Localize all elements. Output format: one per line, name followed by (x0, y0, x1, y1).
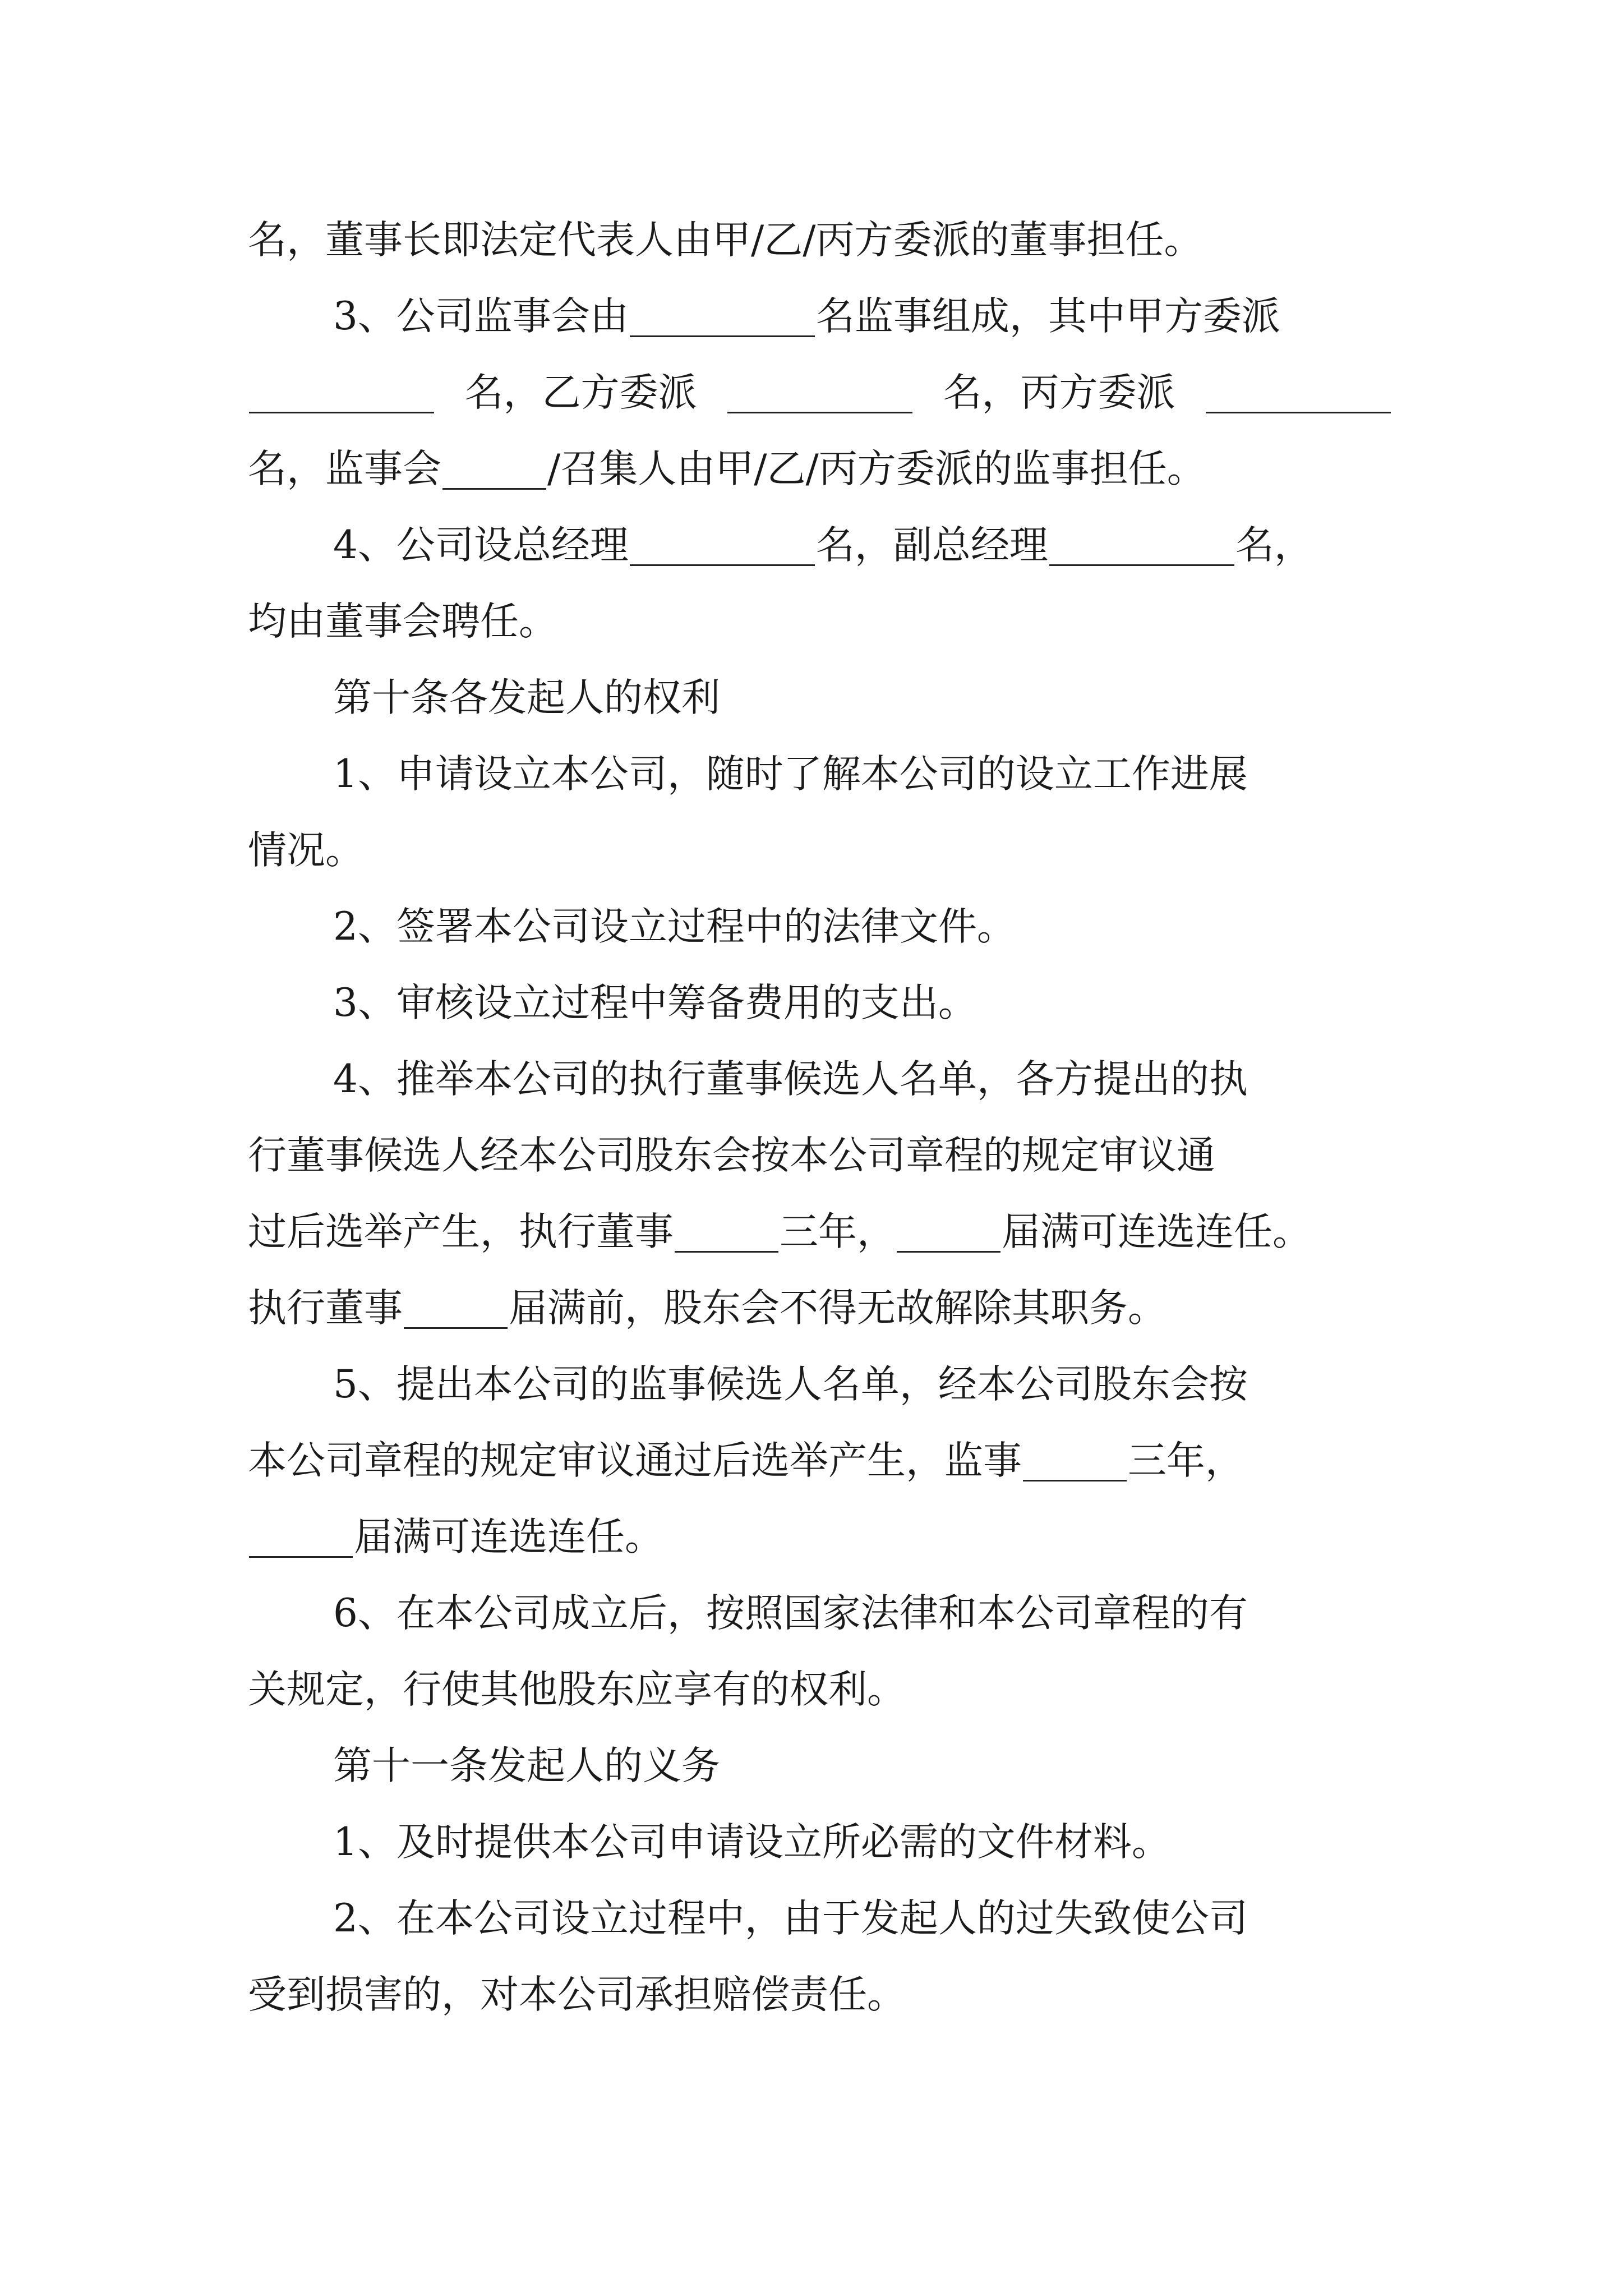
text-line (248, 1651, 1392, 1728)
text-line (248, 1575, 1392, 1651)
text-line (248, 431, 1392, 507)
text-segment: 5、提出本公司的监事候选人名单，经本公司股东会按 (333, 1362, 1248, 1407)
text-line (248, 1728, 1392, 1804)
fill-in-blank (1206, 377, 1391, 413)
fill-in-blank (727, 377, 912, 413)
fill-in-blank (630, 301, 815, 337)
text-segment: /召集人由甲/乙/丙方委派的监事担任。 (547, 447, 1206, 491)
text-line (248, 889, 1392, 965)
text-segment: 过后选举产生，执行董事 (248, 1209, 674, 1254)
document-body (248, 202, 1392, 2033)
text-line (248, 812, 1392, 889)
text-segment: 4、推举本公司的执行董事候选人名单，各方提出的执 (333, 1057, 1248, 1102)
text-line (248, 1804, 1392, 1880)
text-segment: 名， (1235, 523, 1313, 568)
text-segment: 名，董事长即法定代表人由甲/乙/丙方委派的董事担任。 (248, 218, 1203, 263)
text-segment: 受到损害的，对本公司承担赔偿责任。 (248, 1972, 906, 2017)
fill-in-blank (1023, 1445, 1127, 1481)
text-line (248, 355, 1392, 431)
text-line (248, 202, 1392, 278)
text-segment: 执行董事 (248, 1286, 403, 1331)
text-segment: 三年， (1128, 1438, 1244, 1483)
text-line (248, 1041, 1392, 1117)
text-segment: 届满前，股东会不得无故解除其职务。 (509, 1286, 1166, 1331)
text-line (248, 1499, 1392, 1575)
fill-in-blank (404, 1292, 508, 1329)
text-segment: 情况。 (248, 828, 364, 873)
text-segment: 1、申请设立本公司，随时了解本公司的设立工作进展 (333, 752, 1248, 797)
text-line (248, 1194, 1392, 1270)
text-segment: 3、审核设立过程中筹备费用的支出。 (333, 981, 977, 1025)
fill-in-blank (897, 1216, 1000, 1253)
text-segment: 第十一条发起人的义务 (333, 1743, 720, 1788)
text-line (248, 736, 1392, 812)
text-line (248, 1117, 1392, 1194)
text-line (248, 1270, 1392, 1346)
fill-in-blank (249, 1521, 353, 1558)
text-segment: 6、在本公司成立后，按照国家法律和本公司章程的有 (333, 1591, 1248, 1636)
text-line (248, 278, 1392, 355)
text-line (248, 1880, 1392, 1957)
text-segment: 2、签署本公司设立过程中的法律文件。 (333, 904, 1016, 949)
text-segment: 名监事组成，其中甲方委派 (815, 294, 1280, 339)
text-segment: 1、及时提供本公司申请设立所必需的文件材料。 (333, 1820, 1170, 1865)
fill-in-blank (442, 453, 546, 490)
text-segment: 名，副总经理 (815, 523, 1048, 568)
text-segment: 均由董事会聘任。 (248, 599, 557, 644)
text-segment: 届满可连选连任。 (354, 1515, 663, 1559)
fill-in-blank (249, 377, 434, 413)
text-segment: 本公司章程的规定审议通过后选举产生，监事 (248, 1438, 1022, 1483)
text-line (248, 1346, 1392, 1423)
text-line (248, 965, 1392, 1041)
text-segment: 名，丙方委派 (943, 370, 1175, 415)
text-segment: 行董事候选人经本公司股东会按本公司章程的规定审议通 (248, 1133, 1215, 1178)
fill-in-blank (630, 530, 815, 566)
text-segment: 4、公司设总经理 (333, 523, 629, 568)
text-segment: 第十条各发起人的权利 (333, 675, 720, 720)
text-segment: 3、公司监事会由 (333, 294, 629, 339)
text-segment: 2、在本公司设立过程中，由于发起人的过失致使公司 (333, 1896, 1248, 1941)
text-segment: 名，乙方委派 (464, 370, 697, 415)
text-line (248, 583, 1392, 660)
text-segment: 关规定，行使其他股东应享有的权利。 (248, 1667, 906, 1712)
fill-in-blank (1049, 530, 1234, 566)
text-line (248, 660, 1392, 736)
text-segment: 三年， (780, 1209, 896, 1254)
text-line (248, 1423, 1392, 1499)
text-segment: 届满可连选连任。 (1002, 1209, 1311, 1254)
text-line (248, 1957, 1392, 2033)
fill-in-blank (675, 1216, 778, 1253)
text-segment: 名，监事会 (248, 447, 441, 491)
text-line (248, 507, 1392, 583)
